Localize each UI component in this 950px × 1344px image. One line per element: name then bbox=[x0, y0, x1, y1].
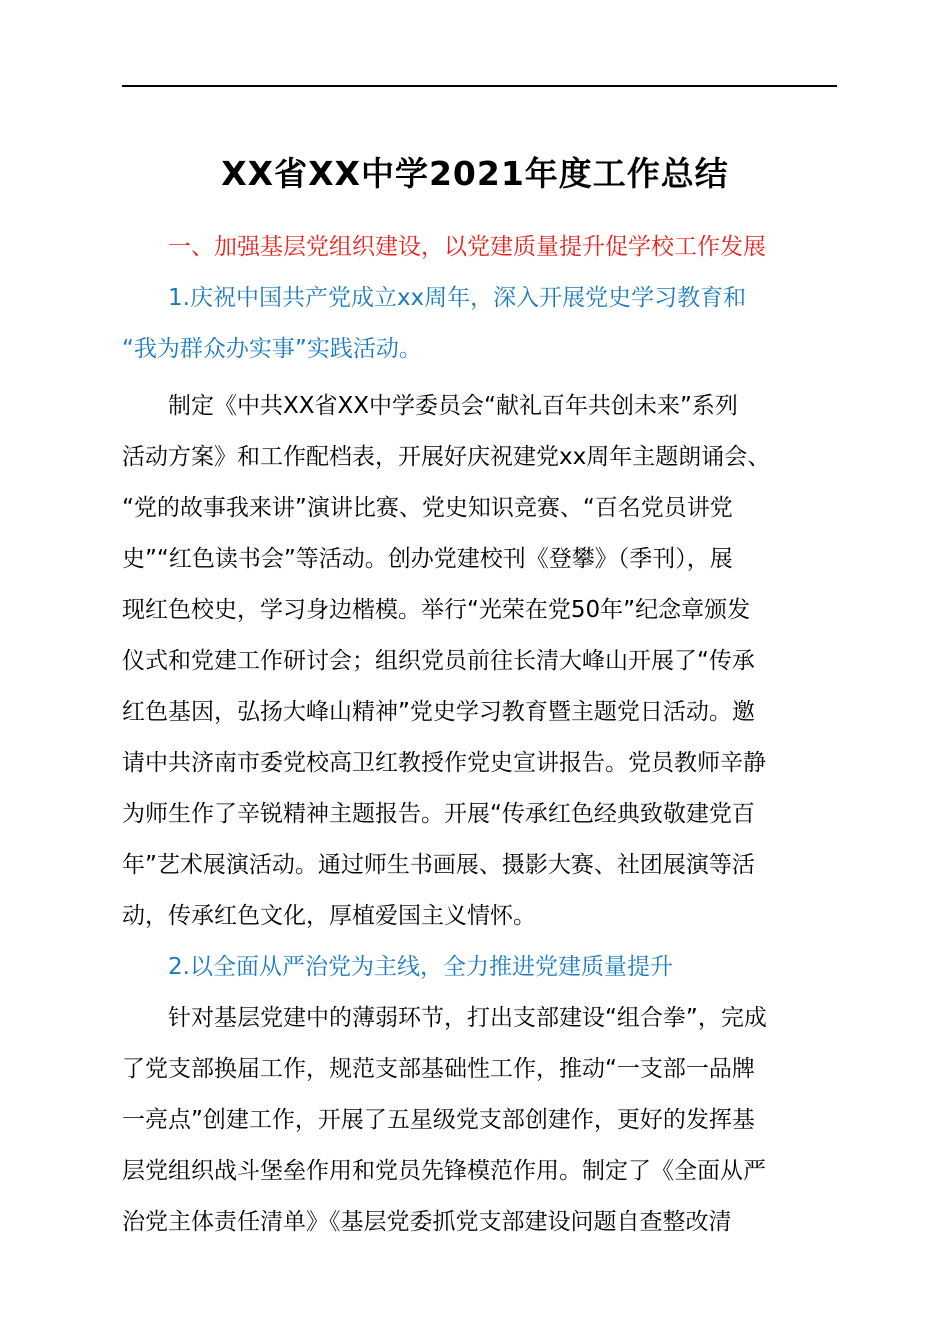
paragraph-line: 仪式和党建工作研讨会；组织党员前往长清大峰山开展了“传承 bbox=[122, 648, 755, 674]
paragraph-line: 为师生作了辛锐精神主题报告。开展“传承红色经典致敬建党百 bbox=[122, 801, 755, 827]
paragraph-line: 动，传承红色文化，厚植爱国主义情怀。 bbox=[122, 903, 536, 929]
paragraph-line: 请中共济南市委党校高卫红教授作党史宣讲报告。党员教师辛静 bbox=[122, 750, 766, 776]
paragraph-line: 了党支部换届工作，规范支部基础性工作，推动“一支部一品牌 bbox=[122, 1056, 755, 1082]
paragraph-line: 针对基层党建中的薄弱环节，打出支部建设“组合拳”，完成 bbox=[168, 1005, 767, 1031]
subsection-heading-1-cont bbox=[122, 324, 837, 375]
document-title: XX省XX中学2021年度工作总结 bbox=[221, 154, 729, 193]
subsection-heading-1-line: “我为群众办实事”实践活动。 bbox=[122, 336, 422, 362]
paragraph-line: 制定《中共XX省XX中学委员会“献礼百年共创未来”系列 bbox=[168, 393, 738, 419]
paragraph-line: 活动方案》和工作配档表，开展好庆祝建党xx周年主题朗诵会、 bbox=[122, 444, 771, 470]
subsection-heading-1-line: 1.庆祝中国共产党成立xx周年，深入开展党史学习教育和 bbox=[168, 285, 747, 311]
paragraph-line: 一亮点”创建工作，开展了五星级党支部创建作，更好的发挥基 bbox=[122, 1107, 755, 1133]
subsection-heading-2: 2.以全面从严治党为主线，全力推进党建质量提升 bbox=[168, 954, 673, 980]
header-rule bbox=[122, 85, 837, 87]
subsection-heading-1 bbox=[122, 273, 837, 324]
section-heading-1: 一、加强基层党组织建设，以党建质量提升促学校工作发展 bbox=[168, 234, 766, 260]
document-body bbox=[122, 222, 837, 1248]
paragraph-line: “党的故事我来讲”演讲比赛、党史知识竞赛、“百名党员讲党 bbox=[122, 495, 733, 521]
paragraph-line: 现红色校史，学习身边楷模。举行“光荣在党50年”纪念章颁发 bbox=[122, 597, 751, 623]
paragraph-line: 史”“红色读书会”等活动。创办党建校刊《登攀》（季刊），展 bbox=[122, 546, 733, 572]
paragraph-line: 治党主体责任清单》《基层党委抓党支部建设问题自查整改清 bbox=[122, 1209, 732, 1235]
paragraph-line: 层党组织战斗堡垒作用和党员先锋模范作用。制定了《全面从严 bbox=[122, 1158, 766, 1184]
paragraph-line: 年”艺术展演活动。通过师生书画展、摄影大赛、社团展演等活 bbox=[122, 852, 755, 878]
paragraph-2 bbox=[122, 993, 837, 1248]
paragraph-line: 红色基因，弘扬大峰山精神”党史学习教育暨主题党日活动。邀 bbox=[122, 699, 755, 725]
paragraph-1 bbox=[122, 381, 837, 942]
